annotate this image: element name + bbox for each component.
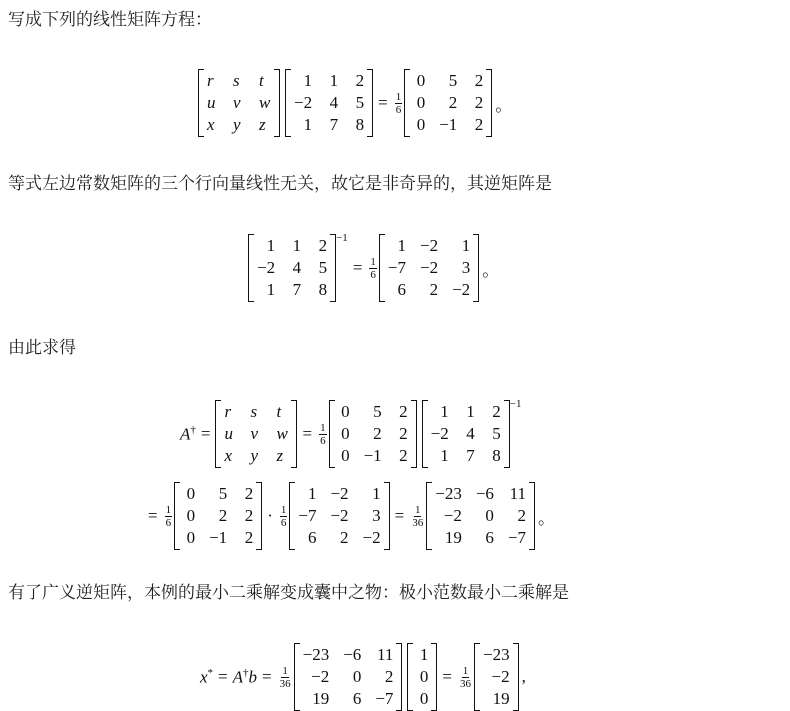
matrix-cell: u — [224, 424, 233, 443]
matrix-coef-inverse — [248, 234, 336, 302]
matrix-inverse — [289, 482, 389, 550]
matrix-cell: 0 — [416, 115, 426, 134]
dot-operator: · — [267, 506, 273, 525]
matrix-cell: 7 — [329, 115, 339, 134]
matrix-cell: 3 — [372, 506, 381, 525]
matrix-cell: x — [224, 446, 233, 465]
matrix-cell: −2 — [420, 258, 439, 277]
matrix-cell: v — [233, 93, 241, 112]
matrix-cell: 2 — [448, 93, 458, 112]
matrix-cell: 0 — [352, 667, 362, 686]
matrix-cell: x — [207, 115, 215, 134]
matrix-cell: −2 — [311, 667, 330, 686]
x-star-symbol: x* — [200, 666, 214, 687]
matrix-rhs — [404, 69, 492, 137]
equals-sign: = — [378, 93, 388, 112]
matrix-cell: 2 — [244, 528, 254, 547]
matrix-equation-1 — [198, 69, 512, 137]
matrix-cell: 2 — [399, 446, 408, 465]
matrix-cell: 6 — [485, 528, 494, 547]
matrix-cell: 4 — [292, 258, 302, 277]
matrix-cell: r — [207, 71, 214, 90]
right-bracket — [486, 69, 492, 137]
matrix-cell: 2 — [492, 402, 501, 421]
matrix-cell: 1 — [329, 71, 339, 90]
matrix-cell: 1 — [461, 236, 471, 255]
matrix-cell: 6 — [307, 528, 317, 547]
pseudoinverse-line-1 — [180, 400, 521, 468]
matrix-cell: −7 — [387, 258, 406, 277]
matrix-cell: 7 — [292, 280, 302, 299]
least-squares-text: 有了广义逆矩阵，本例的最小二乘解变成囊中之物：极小范数最小二乘解是 — [8, 583, 569, 603]
matrix-cell: 1 — [303, 71, 313, 90]
fraction-one-sixth: $\frac{1}{6}$ — [165, 503, 172, 529]
matrix-cell: 5 — [318, 258, 328, 277]
matrix-cell: −2 — [362, 528, 381, 547]
matrix-vars — [198, 69, 280, 137]
matrix-cell: 3 — [461, 258, 471, 277]
matrix-cell: 5 — [373, 402, 382, 421]
matrix-cell: 2 — [384, 667, 394, 686]
matrix-cell: −6 — [343, 645, 362, 664]
equals-sign: = — [148, 506, 158, 525]
matrix-cell: 2 — [474, 71, 484, 90]
matrix-cell: −1 — [439, 115, 458, 134]
matrix-cell: z — [276, 446, 284, 465]
matrix-cell: −2 — [330, 484, 349, 503]
matrix-cell: 2 — [318, 236, 328, 255]
matrix-cell: 5 — [355, 93, 365, 112]
matrix-cell: 0 — [341, 446, 350, 465]
fraction-one-36: $\frac{1}{36}$ — [460, 664, 471, 690]
least-squares-solution — [200, 643, 526, 711]
matrix-inverse — [379, 234, 479, 302]
matrix-cell: 0 — [485, 506, 494, 525]
matrix-cell: w — [276, 424, 288, 443]
right-bracket — [504, 400, 510, 468]
matrix-cell: z — [259, 115, 266, 134]
right-bracket — [330, 234, 336, 302]
matrix-cell: w — [259, 93, 271, 112]
matrix-cell: s — [233, 71, 240, 90]
fraction-one-sixth: $\frac{1}{6}$ — [280, 503, 287, 529]
equals-sign: = — [442, 667, 452, 686]
fraction-one-36: $\frac{1}{36}$ — [279, 664, 291, 690]
matrix-cell: 2 — [429, 280, 439, 299]
equals-sign: = — [302, 424, 313, 443]
matrix-cell: 6 — [397, 280, 406, 299]
matrix-cell: −2 — [294, 93, 313, 112]
matrix-cell: r — [224, 402, 232, 421]
matrix-cell: −2 — [420, 236, 439, 255]
matrix-cell: 1 — [266, 236, 276, 255]
equals-sign: = — [394, 506, 405, 525]
matrix-cell: 0 — [419, 667, 429, 686]
matrix-cell: 0 — [419, 689, 429, 708]
equals-sign: = — [218, 667, 228, 686]
matrix-vars — [215, 400, 297, 468]
matrix-cell: 0 — [186, 484, 196, 503]
matrix-cell: −1 — [363, 446, 382, 465]
matrix-cell: −6 — [475, 484, 494, 503]
matrix-cell: 1 — [372, 484, 381, 503]
matrix-cell: y — [250, 446, 259, 465]
matrix-cell: −23 — [483, 645, 510, 664]
matrix-cell: 8 — [355, 115, 365, 134]
matrix-cell: 0 — [341, 402, 350, 421]
matrix-cell: −2 — [257, 258, 276, 277]
right-bracket — [411, 400, 417, 468]
matrix-coef — [285, 69, 373, 137]
matrix-cell: 1 — [307, 484, 317, 503]
vector-x — [474, 643, 519, 711]
right-bracket — [274, 69, 280, 137]
matrix-cell: y — [233, 115, 241, 134]
matrix-cell: 19 — [492, 689, 510, 708]
matrix-cell: 8 — [318, 280, 328, 299]
matrix-cell: −2 — [452, 280, 471, 299]
matrix-cell: −2 — [330, 506, 349, 525]
matrix-cell: 5 — [492, 424, 501, 443]
fraction-one-sixth: $\frac{1}{6}$ — [395, 90, 402, 116]
matrix-cell: 1 — [466, 402, 475, 421]
matrix-rhs — [329, 400, 417, 468]
period: 。 — [482, 260, 500, 280]
matrix-cell: 7 — [466, 446, 475, 465]
matrix-cell: 6 — [352, 689, 362, 708]
right-bracket — [513, 643, 519, 711]
inverse-exponent: −1 — [509, 398, 522, 410]
matrix-rhs — [174, 482, 262, 550]
matrix-cell: 0 — [186, 506, 196, 525]
matrix-cell: 1 — [303, 115, 313, 134]
a-dagger-b-symbol: A†b — [232, 666, 258, 687]
matrix-cell: 4 — [329, 93, 339, 112]
matrix-cell: 2 — [355, 71, 365, 90]
matrix-cell: 4 — [466, 424, 475, 443]
equals-sign: = — [352, 258, 363, 277]
matrix-cell: 5 — [218, 484, 228, 503]
matrix-cell: −1 — [209, 528, 228, 547]
matrix-cell: u — [207, 93, 216, 112]
matrix-coef — [422, 400, 510, 468]
matrix-cell: 19 — [444, 528, 462, 547]
matrix-cell: 0 — [416, 71, 426, 90]
right-bracket — [529, 482, 535, 550]
matrix-cell: 1 — [266, 280, 276, 299]
matrix-cell: t — [259, 71, 264, 90]
fraction-one-sixth: $\frac{1}{6}$ — [370, 255, 376, 281]
matrix-result — [294, 643, 403, 711]
intro-text: 写成下列的线性矩阵方程： — [8, 10, 212, 30]
matrix-cell: 0 — [416, 93, 426, 112]
matrix-cell: −7 — [298, 506, 317, 525]
matrix-cell: 1 — [397, 236, 406, 255]
right-bracket — [473, 234, 479, 302]
matrix-cell: 2 — [218, 506, 228, 525]
matrix-cell: 11 — [377, 645, 394, 664]
matrix-cell: −7 — [375, 689, 394, 708]
vector-b — [407, 643, 437, 711]
derive-text: 由此求得 — [8, 338, 76, 358]
matrix-cell: 2 — [399, 402, 408, 421]
inverse-equation — [248, 234, 499, 302]
a-dagger-symbol: A† — [180, 423, 196, 444]
nonsingular-text: 等式左边常数矩阵的三个行向量线性无关，故它是非奇异的，其逆矩阵是 — [8, 174, 552, 194]
matrix-cell: 2 — [244, 506, 254, 525]
matrix-cell: −23 — [435, 484, 462, 503]
matrix-cell: 2 — [474, 115, 484, 134]
matrix-cell: 1 — [440, 402, 449, 421]
matrix-cell: −7 — [507, 528, 527, 547]
matrix-cell: 0 — [186, 528, 196, 547]
fraction-one-sixth: $\frac{1}{6}$ — [320, 421, 326, 447]
matrix-cell: 19 — [312, 689, 330, 708]
matrix-cell: 2 — [399, 424, 408, 443]
matrix-cell: 8 — [492, 446, 501, 465]
matrix-result — [426, 482, 535, 550]
matrix-cell: 2 — [474, 93, 484, 112]
matrix-cell: t — [276, 402, 282, 421]
equals-sign: = — [200, 424, 211, 443]
matrix-cell: s — [250, 402, 258, 421]
matrix-cell: 2 — [340, 528, 349, 547]
matrix-cell: −2 — [430, 424, 449, 443]
matrix-cell: 1 — [292, 236, 302, 255]
matrix-cell: 1 — [419, 645, 429, 664]
matrix-cell: −2 — [443, 506, 462, 525]
pseudoinverse-line-2 — [143, 482, 555, 550]
matrix-cell: 11 — [509, 484, 527, 503]
right-bracket — [396, 643, 402, 711]
fraction-one-36: $\frac{1}{36}$ — [412, 503, 424, 529]
matrix-cell: 1 — [440, 446, 449, 465]
matrix-cell: 5 — [448, 71, 458, 90]
matrix-cell: −2 — [491, 667, 510, 686]
inverse-exponent: −1 — [336, 232, 348, 244]
period: 。 — [495, 95, 513, 115]
matrix-cell: 2 — [517, 506, 527, 525]
matrix-cell: 2 — [373, 424, 382, 443]
matrix-cell: 0 — [341, 424, 350, 443]
period: 。 — [538, 508, 556, 528]
matrix-cell: −23 — [302, 645, 330, 664]
equals-sign: = — [262, 667, 272, 686]
comma: , — [521, 667, 526, 686]
matrix-cell: v — [250, 424, 259, 443]
matrix-cell: 2 — [244, 484, 254, 503]
